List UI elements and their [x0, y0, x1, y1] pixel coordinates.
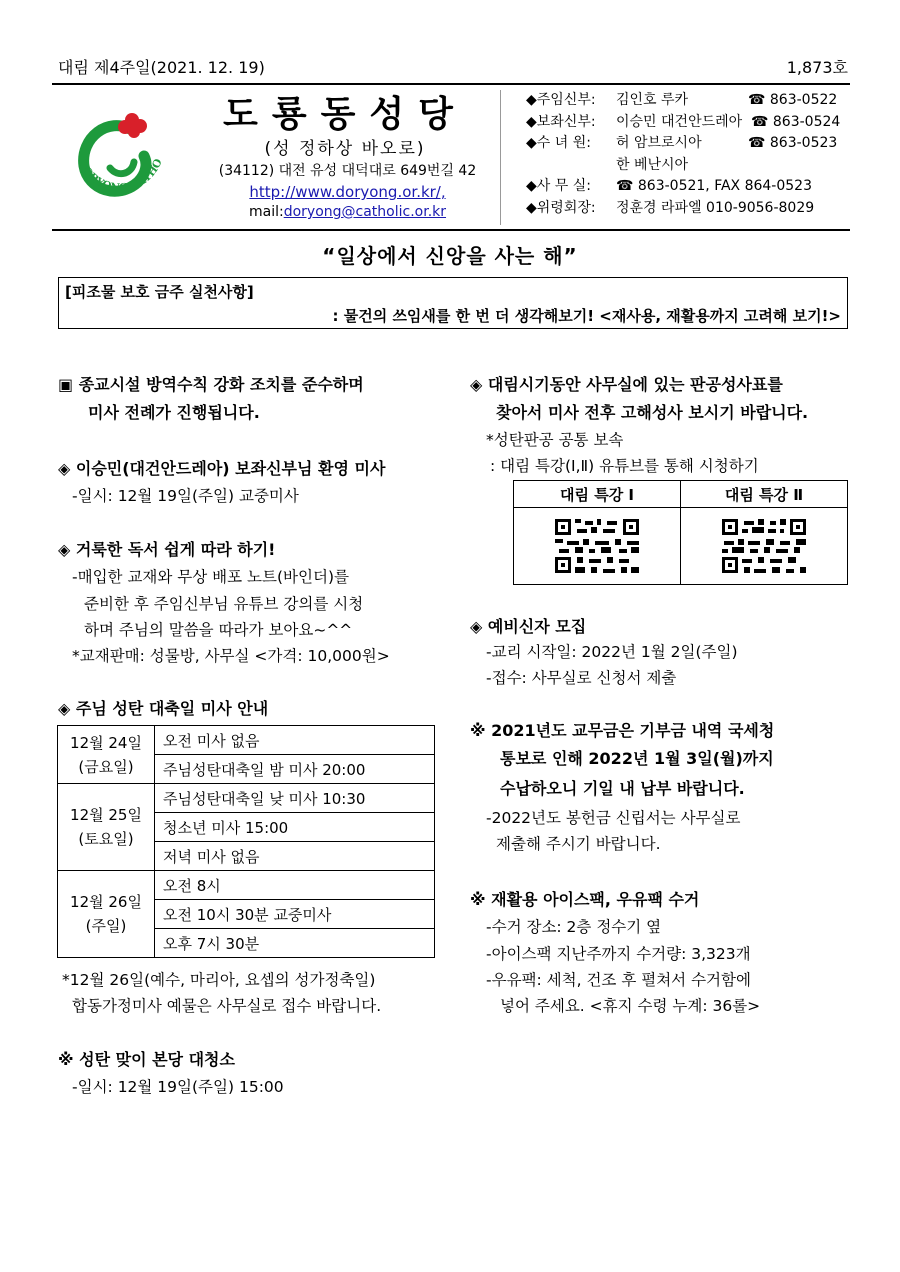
email-prefix: mail: [248, 204, 284, 220]
section-title: 수납하오니 기일 내 납부 바랍니다. [500, 779, 745, 798]
logo-text: DORYONG CATHO [75, 157, 165, 195]
qr-table [513, 480, 848, 585]
patron-saint: (성 정하상 바오로) [264, 139, 426, 159]
contact-name: 허 암브로시아 [616, 135, 702, 151]
year-theme: “일상에서 신앙을 사는 해” [322, 244, 578, 268]
contact-row [526, 90, 856, 112]
mass-date: 12월 25일 [70, 806, 142, 824]
mass-time: 오후 7시 30분 [155, 929, 435, 958]
section-line: -아이스팩 지난주까지 수거량: 3,323개 [486, 945, 751, 963]
mass-time: 청소년 미사 15:00 [155, 813, 435, 842]
section-line: -접수: 사무실로 신청서 제출 [486, 669, 677, 687]
section-title: ◈ 예비신자 모집 [470, 617, 587, 636]
contact-name: 이승민 대건안드레아 [616, 113, 743, 130]
qr-header: 대림 특강 Ⅰ [514, 481, 681, 508]
contact-row [526, 176, 856, 198]
section-title: 미사 전례가 진행됩니다. [88, 403, 260, 422]
section-title: ◈ 이승민(대건안드레아) 보좌신부님 환영 미사 [58, 459, 386, 478]
mass-weekday: (주일) [85, 917, 127, 935]
table-row [58, 871, 435, 900]
notice-body: : 물건의 쓰임새를 한 번 더 생각해보기! <재사용, 재활용까지 고려해 보기!> [332, 307, 841, 325]
mass-time: 오전 8시 [155, 871, 435, 900]
issue-number: 1,873호 [786, 58, 848, 77]
mass-time: 오전 미사 없음 [155, 726, 435, 755]
section-title: ◈ 대림시기동안 사무실에 있는 판공성사표를 [470, 375, 783, 394]
section-line: -2022년도 봉헌금 신립서는 사무실로 [486, 809, 741, 827]
email-link[interactable]: doryong@catholic.or.kr [283, 204, 447, 220]
section-title: 찾아서 미사 전후 고해성사 보시기 바랍니다. [496, 403, 809, 422]
mass-day [58, 871, 155, 958]
contact-role: ◆보좌신부: [526, 113, 596, 130]
contact-name: 김인호 루카 [616, 92, 689, 108]
section-title: 통보로 인해 2022년 1월 3일(월)까지 [500, 749, 774, 768]
section-title: ※ 2021년도 교무금은 기부금 내역 국세청 [470, 721, 775, 740]
qr-cell [681, 508, 848, 585]
mass-time: 주님성탄대축일 밤 미사 20:00 [155, 755, 435, 784]
section-title: ※ 성탄 맞이 본당 대청소 [58, 1050, 235, 1069]
church-name: 도룡동성당 [223, 94, 467, 135]
table-row [514, 481, 848, 508]
section-title: ※ 재활용 아이스팩, 우유팩 수거 [470, 890, 700, 909]
contact-row [526, 112, 856, 134]
mass-date: 12월 26일 [70, 893, 142, 911]
section-line: -교리 시작일: 2022년 1월 2일(주일) [486, 643, 738, 661]
section-line: -일시: 12월 19일(주일) 교중미사 [72, 487, 299, 505]
mass-time: 주님성탄대축일 낮 미사 10:30 [155, 784, 435, 813]
section-line: 제출해 주시기 바랍니다. [496, 835, 661, 853]
section-line: 합동가정미사 예물은 사무실로 접수 바랍니다. [72, 997, 382, 1015]
contact-row [526, 133, 856, 155]
header-bottom-rule [52, 229, 850, 231]
email-line [200, 204, 495, 220]
contact-row [526, 198, 856, 220]
mass-day [58, 784, 155, 871]
section-line: 준비한 후 주임신부님 유튜브 강의를 시청 [84, 595, 364, 613]
table-row [514, 508, 848, 585]
issue-header [58, 55, 848, 85]
mass-weekday: (토요일) [78, 830, 134, 848]
christmas-mass-table [57, 725, 435, 958]
church-address: (34112) 대전 유성 대덕대로 649번길 42 [218, 163, 477, 179]
section-line: -우유팩: 세척, 건조 후 펼쳐서 수거함에 [486, 971, 751, 989]
mass-time: 오전 10시 30분 교중미사 [155, 900, 435, 929]
mass-day [58, 726, 155, 784]
qr-code-icon[interactable] [553, 517, 641, 575]
qr-cell [514, 508, 681, 585]
section-title: ▣ 종교시설 방역수칙 강화 조치를 준수하며 [58, 375, 364, 394]
website [200, 183, 495, 201]
header-top-rule [52, 83, 850, 85]
section-line: : 대림 특강(Ⅰ,Ⅱ) 유튜브를 통해 시청하기 [490, 457, 759, 475]
contact-name: ☎ 863-0521, FAX 864-0523 [616, 178, 812, 194]
section-line: 넣어 주세요. <휴지 수령 누계: 36롤> [500, 997, 761, 1015]
section-line: -매입한 교재와 무상 배포 노트(바인더)를 [72, 568, 349, 586]
creation-care-notice [58, 277, 848, 329]
qr-header: 대림 특강 Ⅱ [681, 481, 848, 508]
section-line: -일시: 12월 19일(주일) 15:00 [72, 1078, 284, 1096]
mass-time: 저녁 미사 없음 [155, 842, 435, 871]
mass-weekday: (금요일) [78, 757, 134, 776]
contact-phone: ☎ 863-0522 [748, 92, 838, 108]
qr-code-icon[interactable] [720, 517, 808, 575]
table-row [58, 784, 435, 813]
website-link[interactable]: http://www.doryong.or.kr/, [249, 183, 446, 201]
contact-phone: ☎ 863-0524 [751, 113, 841, 130]
issue-date: 대림 제4주일(2021. 12. 19) [58, 58, 265, 77]
section-line: *교재판매: 성물방, 사무실 <가격: 10,000원> [72, 647, 390, 665]
contact-row [526, 155, 856, 177]
church-logo [70, 108, 170, 213]
section-line: *12월 26일(예수, 마리아, 요셉의 성가정축일) [62, 971, 376, 989]
contact-role: ◆수 녀 원: [526, 135, 591, 151]
contact-role: ◆위령회장: [526, 199, 596, 216]
contact-name: 한 베난시아 [616, 156, 689, 173]
section-line: 하며 주님의 말씀을 따라가 보아요~^^ [84, 621, 353, 639]
contact-name: 정훈경 라파엘 010-9056-8029 [616, 199, 815, 216]
section-title: ◈ 주님 성탄 대축일 미사 안내 [58, 699, 269, 718]
section-title: ◈ 거룩한 독서 쉽게 따라 하기! [58, 540, 276, 559]
section-line: -수거 장소: 2층 정수기 옆 [486, 918, 662, 936]
contact-phone: ☎ 863-0523 [748, 135, 838, 151]
section-line: *성탄판공 공통 보속 [486, 431, 624, 449]
notice-title: [피조물 보호 금주 실천사항] [65, 283, 254, 301]
header-divider [500, 90, 501, 225]
contact-role: ◆사 무 실: [526, 178, 591, 194]
table-row [58, 726, 435, 755]
contact-list [526, 90, 856, 219]
contact-role: ◆주임신부: [526, 92, 596, 108]
mass-date: 12월 24일 [70, 733, 142, 752]
